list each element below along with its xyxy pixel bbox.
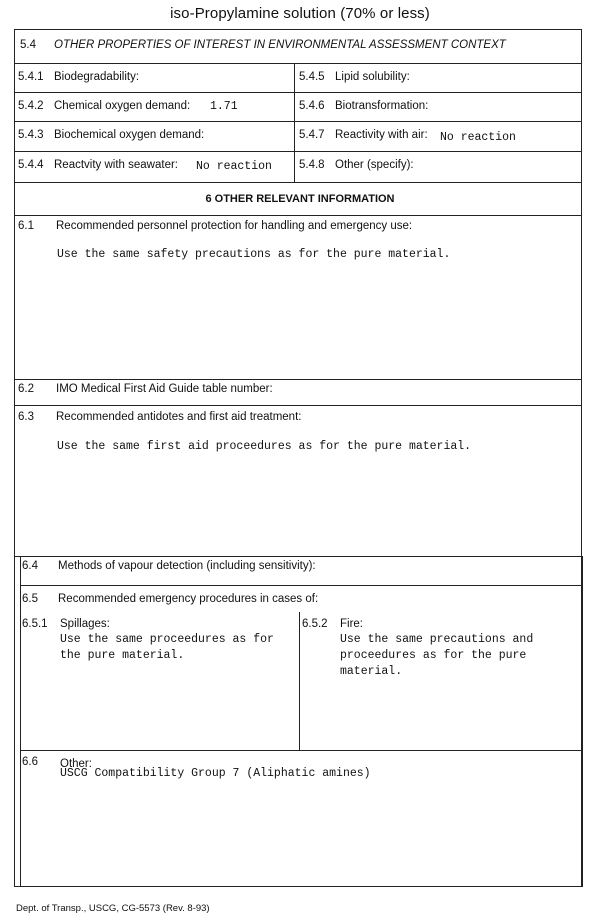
field-6-6-number: 6.6	[22, 756, 38, 768]
divider	[14, 63, 582, 64]
field-5-4-3-label: Biochemical oxygen demand:	[54, 129, 205, 141]
field-6-4-label: Methods of vapour detection (including sensitivity):	[58, 560, 316, 572]
field-5-4-6-label: Biotransformation:	[335, 100, 429, 112]
field-6-2-label: IMO Medical First Aid Guide table number:	[56, 383, 273, 395]
section-5-4-heading: OTHER PROPERTIES OF INTEREST IN ENVIRONMENTAL ASSESSMENT CONTEXT	[54, 39, 506, 51]
field-5-4-8-number: 5.4.8	[299, 159, 325, 171]
field-6-5-1-line-2: the pure material.	[60, 649, 185, 662]
field-6-5-number: 6.5	[22, 593, 38, 605]
document-title: iso-Propylamine solution (70% or less)	[170, 5, 430, 22]
field-5-4-7-label: Reactivity with air:	[335, 129, 428, 141]
field-5-4-1-number: 5.4.1	[18, 71, 44, 83]
field-5-4-4-value: No reaction	[196, 160, 272, 173]
field-6-5-label: Recommended emergency procedures in cases of:	[58, 593, 319, 605]
divider	[14, 405, 582, 406]
divider	[14, 556, 582, 557]
field-6-6-label: Other:	[60, 758, 92, 770]
divider	[20, 750, 582, 751]
field-5-4-5-label: Lipid solubility:	[335, 71, 410, 83]
divider	[299, 612, 300, 750]
field-6-3-number: 6.3	[18, 411, 34, 423]
field-5-4-4-number: 5.4.4	[18, 159, 44, 171]
field-5-4-2-value: 1.71	[210, 100, 238, 113]
field-5-4-6-number: 5.4.6	[299, 100, 325, 112]
field-6-5-2-label: Fire:	[340, 618, 363, 630]
section-6-body-box	[14, 215, 582, 887]
divider	[14, 379, 582, 380]
divider	[14, 121, 582, 122]
field-6-5-2-line-3: material.	[340, 665, 403, 678]
field-6-1-value: Use the same safety precautions as for the pure material.	[57, 248, 451, 261]
field-6-3-label: Recommended antidotes and first aid treatment:	[56, 411, 302, 423]
field-5-4-4-label: Reactvity with seawater:	[54, 159, 178, 171]
field-6-5-1-label: Spillages:	[60, 618, 110, 630]
section-6-heading: 6 OTHER RELEVANT INFORMATION	[205, 193, 395, 205]
divider	[14, 151, 582, 152]
field-6-3-value: Use the same first aid proceedures as for the pure material.	[57, 440, 472, 453]
field-6-6-value: USCG Compatibility Group 7 (Aliphatic amines)	[60, 767, 371, 780]
field-6-5-2-line-2: proceedures as for the pure	[340, 649, 527, 662]
divider	[20, 556, 21, 887]
footer-form-id: Dept. of Transp., USCG, CG-5573 (Rev. 8-93)	[16, 903, 210, 914]
field-5-4-2-label: Chemical oxygen demand:	[54, 100, 191, 112]
field-5-4-7-value: No reaction	[440, 131, 516, 144]
field-5-4-3-number: 5.4.3	[18, 129, 44, 141]
field-6-5-2-line-1: Use the same precautions and	[340, 633, 534, 646]
field-6-4-number: 6.4	[22, 560, 38, 572]
field-6-2-number: 6.2	[18, 383, 34, 395]
divider	[20, 585, 582, 586]
divider	[582, 556, 583, 887]
field-5-4-2-number: 5.4.2	[18, 100, 44, 112]
field-6-5-2-number: 6.5.2	[302, 618, 328, 630]
divider	[14, 92, 582, 93]
field-6-1-number: 6.1	[18, 220, 34, 232]
field-5-4-5-number: 5.4.5	[299, 71, 325, 83]
field-6-1-label: Recommended personnel protection for handling and emergency use:	[56, 220, 413, 232]
divider	[294, 63, 295, 183]
field-5-4-1-label: Biodegradability:	[54, 71, 140, 83]
field-5-4-8-label: Other (specify):	[335, 159, 414, 171]
field-5-4-7-number: 5.4.7	[299, 129, 325, 141]
field-6-5-1-line-1: Use the same proceedures as for	[60, 633, 274, 646]
field-6-5-1-number: 6.5.1	[22, 618, 48, 630]
section-5-4-number: 5.4	[20, 39, 36, 51]
